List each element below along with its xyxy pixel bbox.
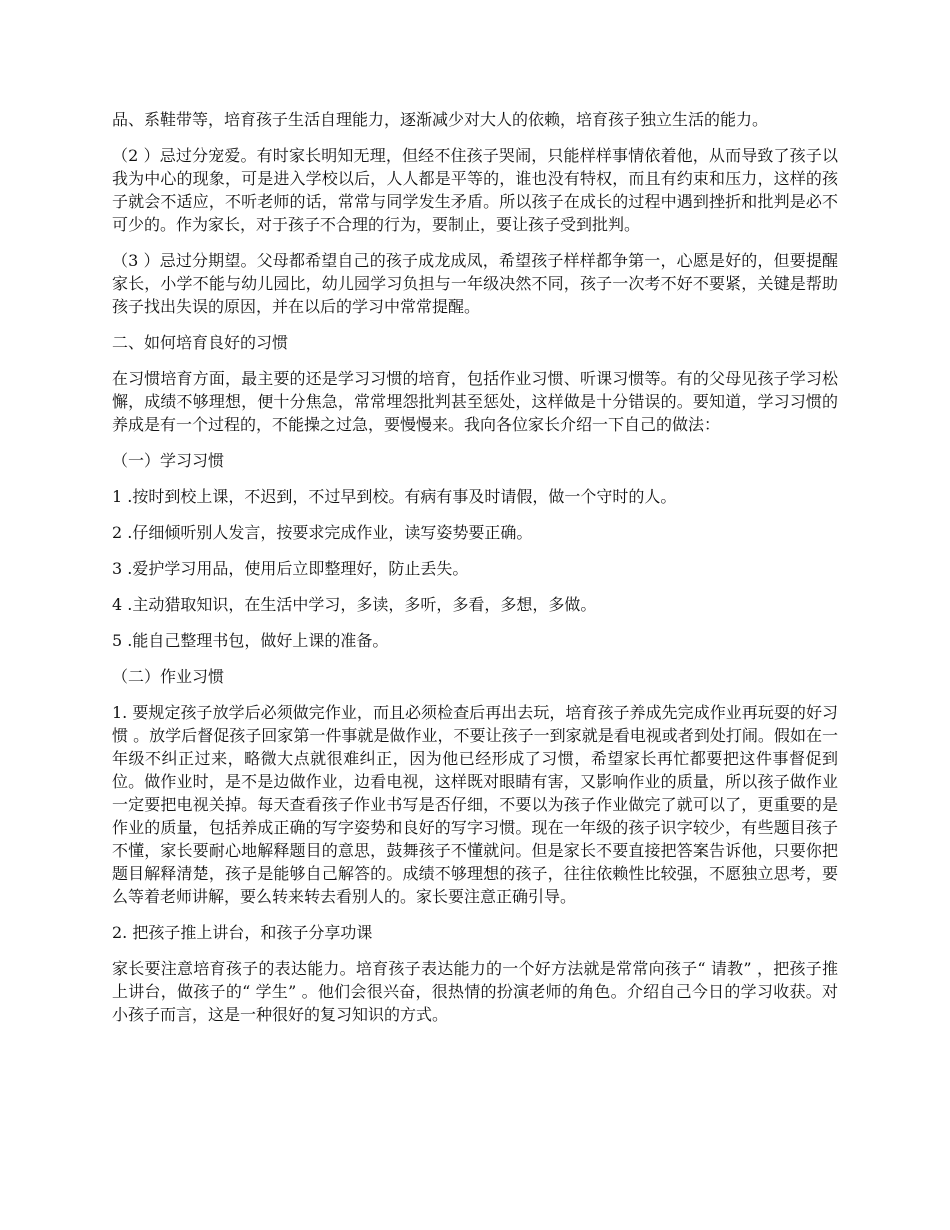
subheading-study-habits: （一）学习习惯 (112, 451, 225, 470)
paragraph-point-3: （3 ）忌过分期望。父母都希望自己的孩子成龙成凤，希望孩子样样都争第一，心愿是好的，但要提醒家长，小学不能与幼儿园比，幼儿园学习负担与一年级决然不同，孩子一次考不好不要紧，关键是帮助孩子找出失误的原因，并在以后的学习中常常提醒。 (112, 251, 838, 316)
list-item-2: 2 .仔细倾听别人发言，按要求完成作业，读写姿势要正确。 (112, 523, 533, 542)
subheading-homework-habits: （二）作业习惯 (112, 667, 225, 686)
list-item-5: 5 .能自己整理书包，做好上课的准备。 (112, 631, 389, 650)
section-heading-habits: 二、如何培育良好的习惯 (112, 333, 289, 352)
paragraph-continuation: 品、系鞋带等，培育孩子生活自理能力，逐渐减少对大人的依赖，培育孩子独立生活的能力。 (112, 110, 769, 129)
paragraph-point-2: （2 ）忌过分宠爱。有时家长明知无理，但经不住孩子哭闹，只能样样事情依着他，从而导致了孩子以我为中心的现象，可是进入学校以后，人人都是平等的，谁也没有特权，而且有约束和压力，这样的孩子就会不适应，不听老师的话，常常与同学发生矛盾。所以孩子在成长的过程中遇到挫折和批判是必不可少的。作为家长，对于孩子不合理的行为，要制止，要让孩子受到批判。 (112, 146, 838, 234)
list-item-4: 4 .主动猎取知识，在生活中学习，多读，多听，多看，多想，多做。 (112, 595, 597, 614)
paragraph-homework-1: 1. 要规定孩子放学后必须做完作业，而且必须检查后再出去玩，培育孩子养成先完成作业再玩耍的好习惯 。放学后督促孩子回家第一件事就是做作业，不要让孩子一到家就是看电视或者到处打闹。假如在一年级不纠正过来，略微大点就很难纠正，因为他已经形成了习惯，希望家长再忙都要把这件事督促到位。做作业时，是不是边做作业，边看电视，这样既对眼睛有害，又影响作业的质量，所以孩子做作业一定要把电视关掉。每天查看孩子作业书写是否仔细，不要以为孩子作业做完了就可以了，更重要的是作业的质量，包括养成正确的写字姿势和良好的写字习惯。现在一年级的孩子识字较少，有些题目孩子不懂，家长要耐心地解释题目的意思，鼓舞孩子不懂就问。但是家长不要直接把答案告诉他，只要你把题目解释清楚，孩子是能够自己解答的。成绩不够理想的孩子，往往依赖性比较强，不愿独立思考，要么等着老师讲解，要么转来转去看别人的。家长要注意正确引导。 (112, 703, 838, 906)
paragraph-homework-2-body: 家长要注意培育孩子的表达能力。培育孩子表达能力的一个好方法就是常常向孩子“ 请教” ，把孩子推上讲台，做孩子的“ 学生” 。他们会很兴奋，很热情的扮演老师的角色。介绍自己今日的学习收获。对小孩子而言，这是一种很好的复习知识的方式。 (112, 959, 838, 1024)
list-item-1: 1 .按时到校上课，不迟到，不过早到校。有病有事及时请假，做一个守时的人。 (112, 487, 677, 506)
list-item-3: 3 .爱护学习用品，使用后立即整理好，防止丢失。 (112, 559, 469, 578)
paragraph-homework-2-heading: 2. 把孩子推上讲台，和孩子分享功课 (112, 923, 373, 942)
paragraph-habits-intro: 在习惯培育方面，最主要的还是学习习惯的培育，包括作业习惯、听课习惯等。有的父母见孩子学习松懈，成绩不够理想，便十分焦急，常常埋怨批判甚至惩处，这样做是十分错误的。要知道，学习习惯的养成是有一个过程的，不能操之过急，要慢慢来。我向各位家长介绍一下自己的做法： (112, 369, 838, 434)
